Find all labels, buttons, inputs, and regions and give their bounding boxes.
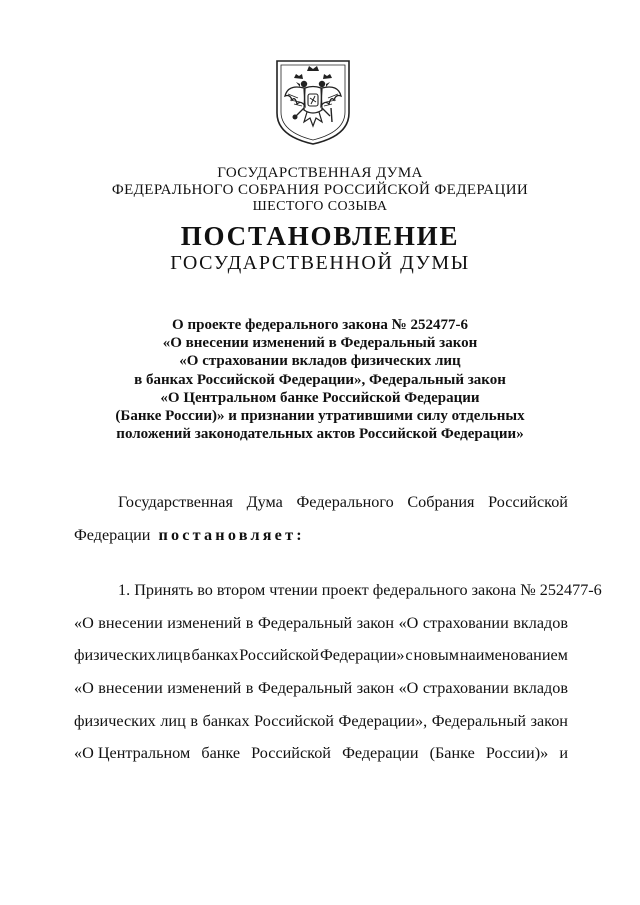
word: Федерации [342,744,419,763]
word: в [245,613,254,632]
issuer-name: ГОСУДАРСТВЕННАЯ ДУМА [217,165,423,181]
word: Российской [239,646,320,665]
word: вкладов [513,679,568,698]
word: новым [413,646,459,665]
subject-line: в банках Российской Федерации», Федеральный закон [134,371,506,388]
word: в [182,646,191,665]
word: физических [74,711,156,730]
word: Дума [246,493,283,511]
word: Федеральный [257,679,353,698]
word: закон [356,679,395,698]
word: с [405,646,413,665]
word: внесении [98,679,163,698]
clause-1 [74,580,602,776]
word: (Банке [429,744,475,763]
word: банках [202,711,250,730]
word: изменений [167,613,242,632]
paragraph-line [74,525,568,558]
paragraph-line [74,492,568,525]
word: банке [201,744,241,763]
word: вкладов [513,613,568,632]
clause-line [74,645,568,678]
document-subtitle: ГОСУДАРСТВЕННОЙ ДУМЫ [170,252,470,274]
subject-line: О проекте федерального закона № 252477-6 [172,317,468,333]
word: Федерации» [319,646,405,665]
clause-line [74,711,568,744]
word: изменений [167,679,242,698]
word: Государственная [118,493,233,511]
clause-line [74,613,568,646]
word: Федеральный [257,613,353,632]
coat-of-arms-icon [274,58,352,146]
document-title: ПОСТАНОВЛЕНИЕ [180,221,460,251]
word: и [559,744,568,763]
subject-line: «О внесении изменений в Федеральный закон [162,335,478,352]
word: Российской [488,493,568,511]
word: «О [74,613,94,632]
word: «О [398,679,419,698]
word: «О Центральном [74,744,191,763]
word: Российской [251,744,331,763]
convocation: ШЕСТОГО СОЗЫВА [252,199,388,214]
word: в [190,711,198,730]
subject-line: «О Центральном банке Российской Федерации [160,389,480,406]
word: Федерального [296,493,394,511]
subject-line: положений законодательных актов Российской Федерации» [116,426,524,443]
word: «О [74,679,94,698]
clause-line: 1. Принять во втором чтении проект федерального закона № 252477-6 [118,581,602,599]
clause-line [74,678,568,711]
clause-line [74,743,568,776]
word: Федерации [74,525,151,544]
word: лиц [156,646,183,665]
word: страховании [422,613,509,632]
word: Собрания [407,493,475,511]
word: банках [191,646,239,665]
resolves-word: постановляет: [158,525,305,544]
word: закон [356,613,395,632]
document-subject [60,316,580,443]
issuer-full-name: ФЕДЕРАЛЬНОГО СОБРАНИЯ РОССИЙСКОЙ ФЕДЕРАЦИИ [111,182,529,198]
word: Российской [254,711,334,730]
word: наименованием [459,646,568,665]
subject-line: «О страховании вкладов физических лиц [179,353,461,370]
word: внесении [98,613,163,632]
word: лиц [160,711,186,730]
word: в [245,679,254,698]
preamble-paragraph [74,492,568,557]
subject-line: (Банке России)» и признании утратившими силу отдельных [115,408,525,425]
word: физических [74,646,156,665]
word: России)» [485,744,549,763]
word: страховании [422,679,509,698]
word: Федерации», [338,711,428,730]
word: Федеральный [431,711,526,730]
word: закон [530,711,568,730]
word: «О [398,613,419,632]
